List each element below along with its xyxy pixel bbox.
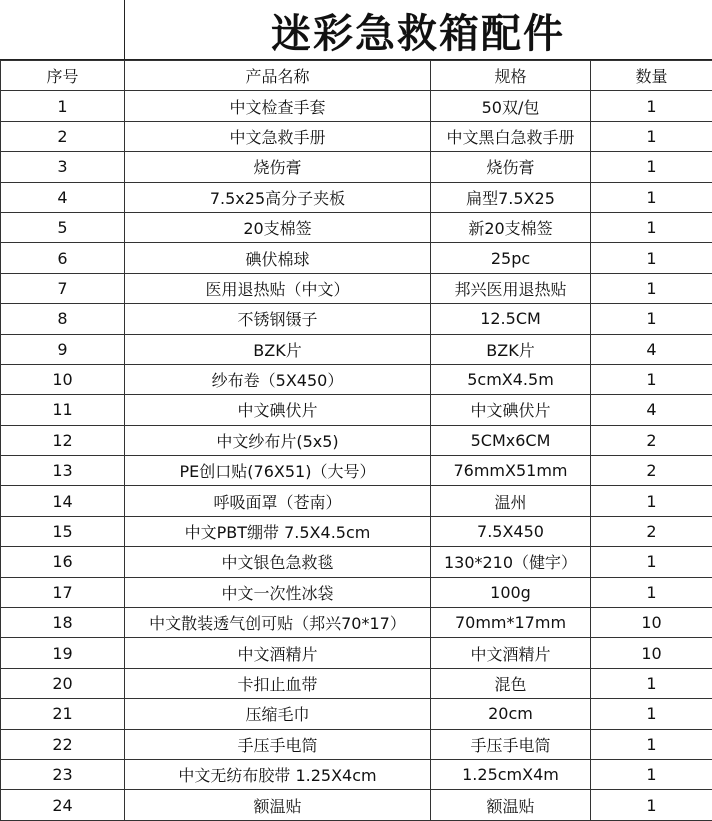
- cell-name: 烧伤膏: [125, 152, 431, 182]
- cell-name: BZK片: [125, 334, 431, 364]
- table-header-row: [1, 61, 712, 91]
- cell-qty: 1: [591, 759, 712, 789]
- cell-index: 2: [1, 121, 125, 151]
- table-row: [1, 516, 712, 546]
- cell-spec: 130*210（健宇）: [431, 547, 591, 577]
- table-row: [1, 790, 712, 820]
- cell-spec: 温州: [431, 486, 591, 516]
- table-row: [1, 91, 712, 121]
- cell-spec: 7.5X450: [431, 516, 591, 546]
- table-row: [1, 152, 712, 182]
- cell-name: 手压手电筒: [125, 729, 431, 759]
- cell-qty: 1: [591, 790, 712, 820]
- cell-spec: 中文黑白急救手册: [431, 121, 591, 151]
- cell-index: 5: [1, 212, 125, 242]
- cell-name: 压缩毛巾: [125, 699, 431, 729]
- table-row: [1, 759, 712, 789]
- table-row: [1, 577, 712, 607]
- cell-spec: 新20支棉签: [431, 212, 591, 242]
- cell-index: 11: [1, 395, 125, 425]
- cell-spec: 70mm*17mm: [431, 608, 591, 638]
- table-row: [1, 395, 712, 425]
- sheet-title: 迷彩急救箱配件: [124, 0, 712, 60]
- cell-spec: 5cmX4.5m: [431, 364, 591, 394]
- table-row: [1, 608, 712, 638]
- cell-name: 卡扣止血带: [125, 668, 431, 698]
- cell-qty: 4: [591, 334, 712, 364]
- table-row: [1, 668, 712, 698]
- cell-index: 3: [1, 152, 125, 182]
- table-row: [1, 243, 712, 273]
- cell-qty: 1: [591, 729, 712, 759]
- cell-qty: 2: [591, 456, 712, 486]
- cell-spec: 25pc: [431, 243, 591, 273]
- cell-index: 8: [1, 304, 125, 334]
- cell-index: 21: [1, 699, 125, 729]
- cell-name: 中文碘伏片: [125, 395, 431, 425]
- cell-index: 12: [1, 425, 125, 455]
- cell-qty: 1: [591, 577, 712, 607]
- header-name: 产品名称: [125, 61, 431, 91]
- cell-index: 18: [1, 608, 125, 638]
- table-row: [1, 425, 712, 455]
- cell-name: 中文银色急救毯: [125, 547, 431, 577]
- cell-index: 13: [1, 456, 125, 486]
- cell-name: 中文急救手册: [125, 121, 431, 151]
- cell-name: 中文纱布片(5x5): [125, 425, 431, 455]
- cell-index: 6: [1, 243, 125, 273]
- cell-index: 22: [1, 729, 125, 759]
- cell-qty: 1: [591, 243, 712, 273]
- header-qty: 数量: [591, 61, 712, 91]
- cell-name: 碘伏棉球: [125, 243, 431, 273]
- cell-qty: 10: [591, 638, 712, 668]
- cell-index: 19: [1, 638, 125, 668]
- cell-qty: 1: [591, 212, 712, 242]
- cell-qty: 1: [591, 91, 712, 121]
- parts-table: [0, 60, 712, 821]
- cell-spec: 12.5CM: [431, 304, 591, 334]
- cell-qty: 1: [591, 182, 712, 212]
- table-row: [1, 304, 712, 334]
- table-row: [1, 364, 712, 394]
- header-index: 序号: [1, 61, 125, 91]
- cell-index: 14: [1, 486, 125, 516]
- table-row: [1, 638, 712, 668]
- cell-spec: 烧伤膏: [431, 152, 591, 182]
- cell-qty: 1: [591, 486, 712, 516]
- cell-index: 20: [1, 668, 125, 698]
- cell-name: 额温贴: [125, 790, 431, 820]
- cell-qty: 1: [591, 152, 712, 182]
- cell-name: 呼吸面罩（苍南）: [125, 486, 431, 516]
- cell-name: 7.5x25高分子夹板: [125, 182, 431, 212]
- cell-spec: 1.25cmX4m: [431, 759, 591, 789]
- cell-spec: 中文酒精片: [431, 638, 591, 668]
- cell-index: 17: [1, 577, 125, 607]
- table-row: [1, 729, 712, 759]
- table-row: [1, 121, 712, 151]
- cell-index: 23: [1, 759, 125, 789]
- table-row: [1, 182, 712, 212]
- cell-name: 纱布卷（5X450）: [125, 364, 431, 394]
- cell-spec: 76mmX51mm: [431, 456, 591, 486]
- table-row: [1, 486, 712, 516]
- cell-qty: 2: [591, 425, 712, 455]
- table-row: [1, 699, 712, 729]
- title-row: [0, 0, 712, 60]
- cell-spec: 扁型7.5X25: [431, 182, 591, 212]
- cell-name: 中文一次性冰袋: [125, 577, 431, 607]
- cell-qty: 10: [591, 608, 712, 638]
- cell-name: 医用退热贴（中文）: [125, 273, 431, 303]
- cell-name: 20支棉签: [125, 212, 431, 242]
- cell-qty: 2: [591, 516, 712, 546]
- table-row: [1, 273, 712, 303]
- cell-qty: 1: [591, 547, 712, 577]
- cell-spec: 中文碘伏片: [431, 395, 591, 425]
- cell-spec: 额温贴: [431, 790, 591, 820]
- cell-spec: BZK片: [431, 334, 591, 364]
- cell-qty: 1: [591, 364, 712, 394]
- cell-index: 1: [1, 91, 125, 121]
- cell-qty: 1: [591, 699, 712, 729]
- cell-index: 4: [1, 182, 125, 212]
- cell-spec: 50双/包: [431, 91, 591, 121]
- cell-name: 中文散装透气创可贴（邦兴70*17）: [125, 608, 431, 638]
- cell-name: 中文酒精片: [125, 638, 431, 668]
- table-row: [1, 212, 712, 242]
- cell-qty: 1: [591, 668, 712, 698]
- cell-qty: 1: [591, 304, 712, 334]
- cell-name: 中文检查手套: [125, 91, 431, 121]
- cell-index: 24: [1, 790, 125, 820]
- table-row: [1, 547, 712, 577]
- cell-name: 中文PBT绷带 7.5X4.5cm: [125, 516, 431, 546]
- cell-spec: 5CMx6CM: [431, 425, 591, 455]
- cell-index: 9: [1, 334, 125, 364]
- cell-spec: 20cm: [431, 699, 591, 729]
- cell-index: 7: [1, 273, 125, 303]
- header-spec: 规格: [431, 61, 591, 91]
- cell-qty: 1: [591, 273, 712, 303]
- cell-name: 中文无纺布胶带 1.25X4cm: [125, 759, 431, 789]
- cell-index: 10: [1, 364, 125, 394]
- table-row: [1, 334, 712, 364]
- cell-spec: 混色: [431, 668, 591, 698]
- cell-qty: 4: [591, 395, 712, 425]
- cell-name: PE创口贴(76X51)（大号）: [125, 456, 431, 486]
- cell-spec: 100g: [431, 577, 591, 607]
- table-row: [1, 456, 712, 486]
- cell-spec: 手压手电筒: [431, 729, 591, 759]
- cell-index: 16: [1, 547, 125, 577]
- cell-spec: 邦兴医用退热贴: [431, 273, 591, 303]
- cell-index: 15: [1, 516, 125, 546]
- cell-name: 不锈钢镊子: [125, 304, 431, 334]
- cell-qty: 1: [591, 121, 712, 151]
